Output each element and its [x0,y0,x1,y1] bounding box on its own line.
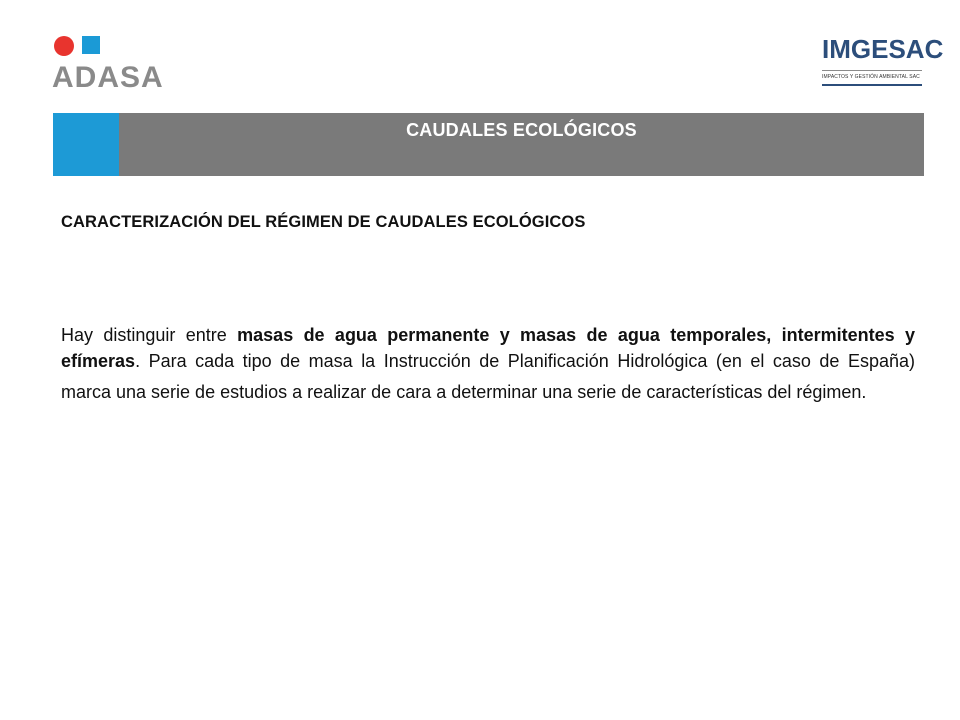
imgesac-wordmark: IMGESAC [822,34,944,64]
imgesac-logo [820,30,944,96]
paragraph-text-3: a realizar de cara a determinar una serie de características del régimen. [292,382,867,402]
banner-title: CAUDALES ECOLÓGICOS [406,120,637,140]
logo-underline [822,84,922,86]
section-subtitle: CARACTERIZACIÓN DEL RÉGIMEN DE CAUDALES ECOLÓGICOS [61,213,586,231]
paragraph-text-1: Hay distinguir entre [61,325,238,345]
banner-accent-block [53,113,119,176]
adasa-wordmark: ADASA [52,61,164,94]
paragraph-text-2: . Para cada tipo de masa la Instrucción de Planificación Hidrológica (en el caso de España) marca una serie de estudios [61,351,915,402]
logo-divider [822,70,922,71]
red-dot-icon [54,36,74,56]
paragraph-emphasis: masas de agua permanente y masas de agua temporales, intermitentes y efímeras [61,325,915,371]
body-paragraph [61,322,915,405]
title-banner [53,113,924,176]
blue-square-icon [82,36,100,54]
imgesac-tagline: IMPACTOS Y GESTIÓN AMBIENTAL SAC [822,74,920,80]
adasa-logo [52,34,182,96]
